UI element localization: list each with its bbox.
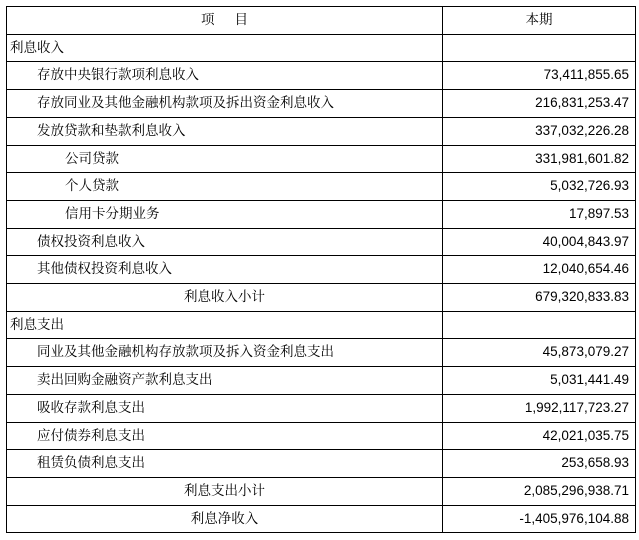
table-row	[7, 145, 636, 173]
row-label: 利息净收入	[7, 505, 443, 533]
row-amount: 17,897.53	[443, 200, 636, 228]
table-row	[7, 117, 636, 145]
table-row	[7, 90, 636, 118]
table-row	[7, 200, 636, 228]
row-label: 公司贷款	[7, 145, 443, 173]
table-row	[7, 450, 636, 478]
row-amount: 679,320,833.83	[443, 284, 636, 312]
row-label: 卖出回购金融资产款利息支出	[7, 367, 443, 395]
row-amount: 40,004,843.97	[443, 228, 636, 256]
row-label: 存放中央银行款项利息收入	[7, 62, 443, 90]
row-amount: 5,032,726.93	[443, 173, 636, 201]
row-label: 利息支出	[7, 311, 443, 339]
table-row	[7, 256, 636, 284]
table-row	[7, 367, 636, 395]
table-row-subtotal	[7, 477, 636, 505]
row-label: 个人贷款	[7, 173, 443, 201]
table-header-row	[7, 7, 636, 35]
row-label: 债权投资利息收入	[7, 228, 443, 256]
row-label: 利息收入	[7, 34, 443, 62]
row-amount	[443, 34, 636, 62]
row-label: 发放贷款和垫款利息收入	[7, 117, 443, 145]
row-label: 利息支出小计	[7, 477, 443, 505]
header-amount: 本期	[443, 7, 636, 35]
header-item: 项目	[7, 7, 443, 35]
row-label: 吸收存款利息支出	[7, 394, 443, 422]
table-row	[7, 339, 636, 367]
row-label: 存放同业及其他金融机构款项及拆出资金利息收入	[7, 90, 443, 118]
table-row	[7, 228, 636, 256]
row-amount: -1,405,976,104.88	[443, 505, 636, 533]
table-row-interest-income-section	[7, 34, 636, 62]
row-label: 租赁负债利息支出	[7, 450, 443, 478]
row-amount: 253,658.93	[443, 450, 636, 478]
row-amount: 73,411,855.65	[443, 62, 636, 90]
row-label: 应付债券利息支出	[7, 422, 443, 450]
row-amount: 45,873,079.27	[443, 339, 636, 367]
table-row	[7, 173, 636, 201]
row-label: 利息收入小计	[7, 284, 443, 312]
row-amount: 12,040,654.46	[443, 256, 636, 284]
table-row	[7, 62, 636, 90]
row-amount: 337,032,226.28	[443, 117, 636, 145]
row-amount: 216,831,253.47	[443, 90, 636, 118]
row-amount: 5,031,441.49	[443, 367, 636, 395]
row-amount: 331,981,601.82	[443, 145, 636, 173]
row-amount	[443, 311, 636, 339]
table-row	[7, 422, 636, 450]
row-label: 其他债权投资利息收入	[7, 256, 443, 284]
row-amount: 2,085,296,938.71	[443, 477, 636, 505]
table-row-total	[7, 505, 636, 533]
row-label: 同业及其他金融机构存放款项及拆入资金利息支出	[7, 339, 443, 367]
interest-income-table	[6, 6, 636, 533]
row-amount: 42,021,035.75	[443, 422, 636, 450]
row-amount: 1,992,117,723.27	[443, 394, 636, 422]
table-row	[7, 394, 636, 422]
table-row-interest-expense-section	[7, 311, 636, 339]
table-row-subtotal	[7, 284, 636, 312]
row-label: 信用卡分期业务	[7, 200, 443, 228]
